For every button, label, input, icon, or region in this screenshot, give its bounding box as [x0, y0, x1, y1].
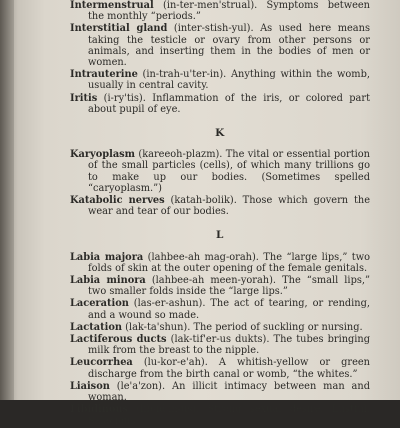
- entry-definition: (inter-stish-yul). As used here means taking the testicle or ovary from other persons or animals, and inserting them in the bodies of men or women.: [88, 23, 370, 69]
- entry-term: Labia minora: [70, 275, 146, 287]
- entry-term: Interstitial gland: [70, 23, 168, 35]
- glossary-entry: [70, 357, 370, 379]
- entry-definition: (lak-tif'er-us dukts). The tubes bringing milk from the breast to the nipple.: [88, 334, 370, 357]
- glossary-entry: [70, 69, 370, 91]
- section-i: [70, 0, 370, 115]
- entry-term: Liaison: [70, 380, 110, 392]
- entry-definition: (kareeoh-plazm). The vital or essential portion of the small particles (cells), of which many trillions go to make up our bodies. (Sometimes spelled “caryoplasm.”): [88, 149, 370, 194]
- entry-term: Karyoplasm: [70, 149, 136, 161]
- entry-definition: (lak-ta'shun). The period of suckling or nursing.: [125, 321, 363, 333]
- entry-definition: (lahbee-ah mag-orah). The “large lips,” two folds of skin at the outer opening of the female genitals.: [88, 251, 370, 274]
- entry-term: Intermenstrual: [70, 0, 154, 11]
- entry-definition: (i-ry'tis). Inflammation of the iris, or colored part about pupil of eye.: [88, 92, 371, 115]
- glossary-entry: [70, 298, 370, 320]
- section-heading-k: K: [215, 127, 225, 140]
- entry-definition: (le'a'zon). An illicit intimacy between man and woman.: [88, 380, 370, 404]
- glossary-entry: [70, 322, 370, 333]
- entry-term: Labia majora: [70, 251, 144, 263]
- glossary-entry: [70, 23, 370, 68]
- entry-definition: (lu-kor-e'ah). A whitish-yellow or green discharge from the birth canal or womb, “the whites.”: [88, 357, 370, 380]
- entry-term: Katabolic nerves: [70, 195, 165, 207]
- glossary-entry: [70, 252, 370, 274]
- entry-definition: (lib-id'in-us). Strong sexual desire. Lustful. Salacious.: [88, 404, 370, 427]
- glossary-entry: [70, 195, 370, 217]
- entry-term: Lactation: [70, 321, 122, 333]
- entry-term: Intrauterine: [70, 69, 138, 81]
- entry-definition: (las-er-ashun). The act of tearing, or rending, and a wound so made.: [88, 298, 370, 321]
- glossary-entry: [70, 404, 370, 426]
- section-heading-l: L: [216, 229, 224, 242]
- glossary-entry: [70, 0, 370, 22]
- glossary-entry: [70, 275, 370, 297]
- glossary-entry: [70, 149, 370, 194]
- entry-definition: (in-trah-u'ter-in). Anything within the womb, usually in central cavity.: [88, 69, 370, 92]
- entry-term: Laceration: [70, 298, 129, 310]
- entry-definition: (katah-bolik). Those which govern the wear and tear of our bodies.: [88, 195, 370, 218]
- glossary-entry: [70, 93, 370, 115]
- section-l: [70, 252, 370, 427]
- entry-term: Lactiferous ducts: [70, 334, 167, 346]
- entry-term: Libidinous: [70, 404, 129, 416]
- entry-definition: (lahbee-ah meen-yorah). The “small lips,” two smaller folds inside the “large lips.”: [88, 275, 370, 298]
- entry-term: Leucorrhea: [70, 357, 133, 369]
- glossary-column: [70, 0, 370, 428]
- entry-term: Iritis: [70, 92, 98, 104]
- section-k: [70, 149, 370, 217]
- glossary-entry: [70, 381, 370, 403]
- page-gutter-shadow: [0, 0, 14, 400]
- entry-definition: (in-ter-men'strual). Symptoms between the monthly “periods.”: [88, 0, 370, 23]
- glossary-entry: [70, 334, 370, 356]
